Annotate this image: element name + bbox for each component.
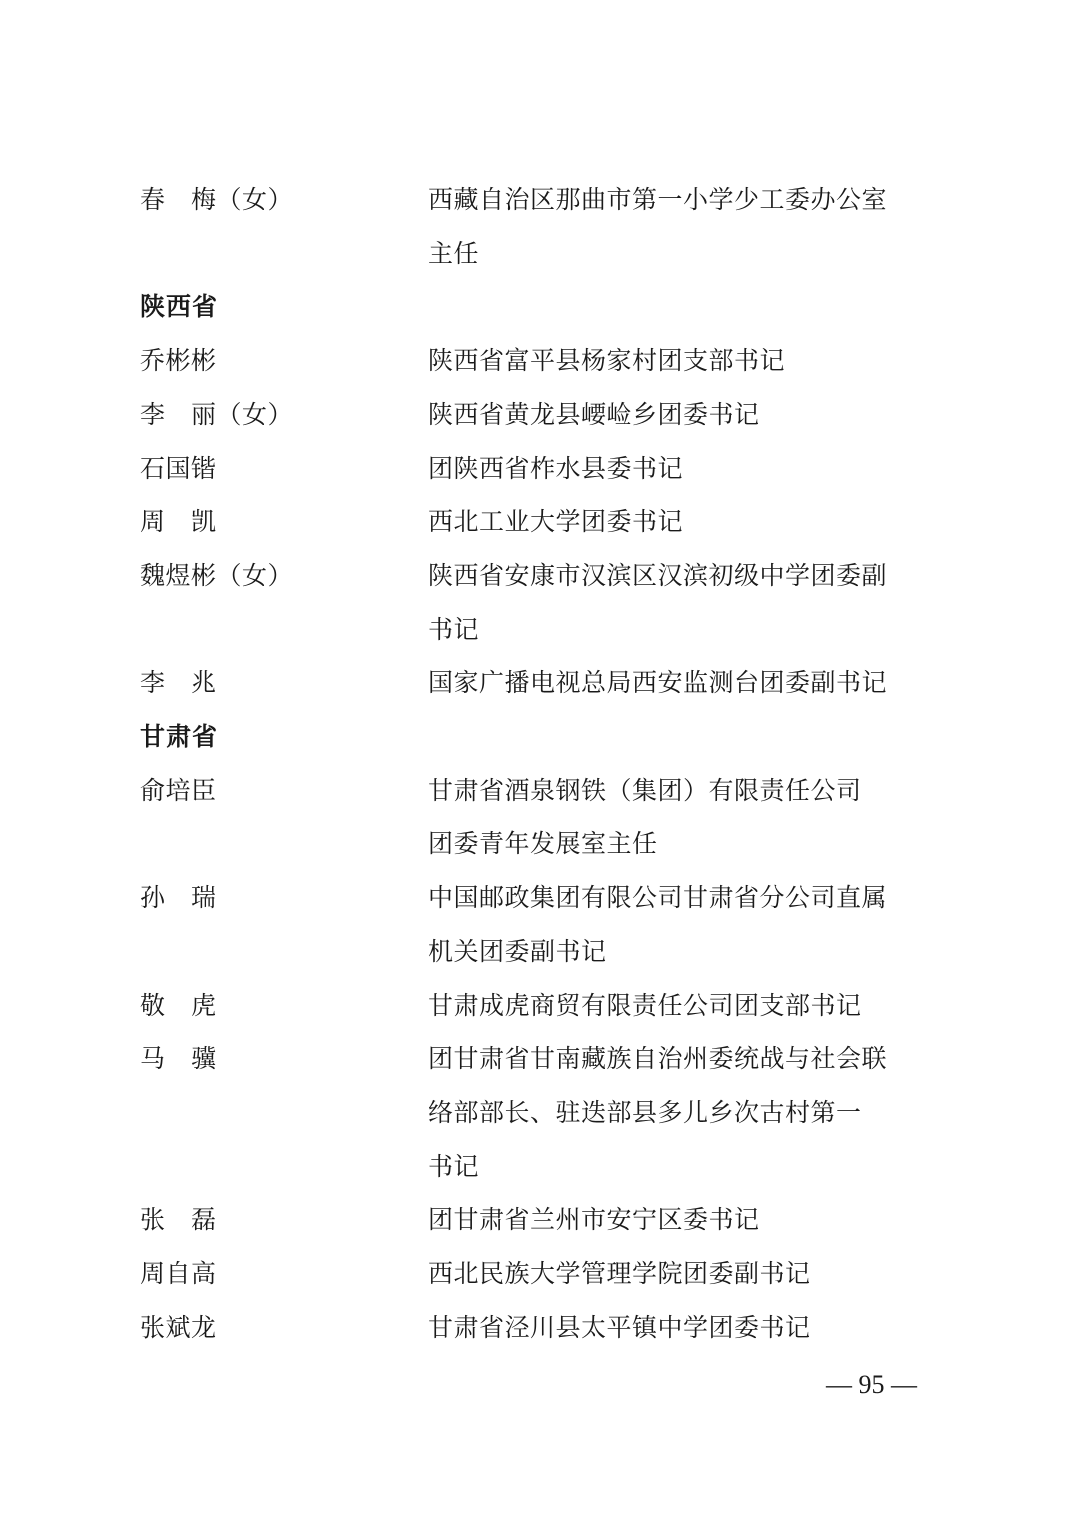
person-name: 周自高 [140, 1259, 217, 1288]
position-description: 甘肃省酒泉钢铁（集团）有限责任公司 [428, 775, 862, 805]
person-name: 张斌龙 [140, 1312, 217, 1342]
position-description: 陕西省安康市汉滨区汉滨初级中学团委副 [428, 560, 888, 590]
person-name: 李 丽（女） [140, 399, 294, 429]
person-name: 魏煜彬（女） [140, 560, 294, 590]
section-heading: 陕西省 [140, 292, 219, 322]
position-description: 陕西省黄龙县崾崄乡团委书记 [428, 399, 760, 429]
position-description: 团甘肃省兰州市安宁区委书记 [428, 1205, 760, 1235]
position-description: 书记 [428, 614, 480, 644]
position-description: 甘肃省泾川县太平镇中学团委书记 [428, 1312, 811, 1342]
position-description: 机关团委副书记 [428, 936, 607, 966]
person-name: 马 骥 [140, 1044, 217, 1074]
position-description: 络部部长、驻迭部县多儿乡次古村第一 [428, 1097, 862, 1127]
section-heading: 甘肃省 [140, 722, 219, 751]
position-description: 国家广播电视总局西安监测台团委副书记 [428, 668, 888, 698]
person-name: 孙 瑞 [140, 883, 217, 913]
person-name: 张 磊 [140, 1205, 217, 1235]
position-description: 主任 [428, 238, 480, 268]
page-number: — 95 — [826, 1370, 917, 1399]
person-name: 李 兆 [140, 668, 217, 698]
position-description: 中国邮政集团有限公司甘肃省分公司直属 [428, 883, 888, 913]
position-description: 书记 [428, 1151, 480, 1181]
person-name: 俞培臣 [140, 775, 217, 805]
position-description: 甘肃成虎商贸有限责任公司团支部书记 [428, 990, 862, 1020]
position-description: 陕西省富平县杨家村团支部书记 [428, 346, 786, 376]
position-description: 团陕西省柞水县委书记 [428, 453, 684, 483]
person-name: 石国锴 [140, 453, 217, 483]
position-description: 团委青年发展室主任 [428, 829, 658, 859]
position-description: 西藏自治区那曲市第一小学少工委办公室 [428, 185, 888, 214]
person-name: 乔彬彬 [140, 346, 217, 376]
person-name: 周 凯 [140, 507, 217, 537]
person-name: 敬 虎 [140, 990, 217, 1020]
position-description: 西北民族大学管理学院团委副书记 [428, 1259, 811, 1288]
person-name: 春 梅（女） [140, 185, 294, 214]
position-description: 西北工业大学团委书记 [428, 507, 684, 537]
position-description: 团甘肃省甘南藏族自治州委统战与社会联 [428, 1044, 888, 1074]
